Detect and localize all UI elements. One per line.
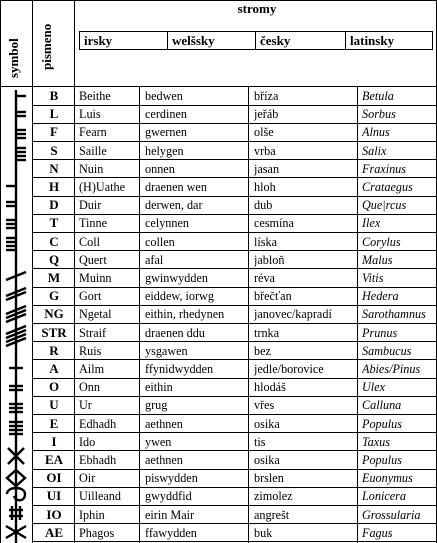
latin-name-cell: Corylus: [362, 234, 401, 249]
table-row: [33, 233, 437, 251]
latin-name-cell: Fraxinus: [362, 161, 407, 176]
table-row: [33, 123, 437, 141]
letter-cell: F: [50, 124, 58, 140]
table-row: [33, 214, 437, 232]
latin-name-cell: Vitis: [362, 271, 384, 285]
welsh-name-cell: draenen wen: [145, 180, 207, 194]
table-row: [33, 142, 437, 160]
letter-cell: R: [49, 342, 59, 358]
czech-name-cell: zimolez: [254, 489, 293, 504]
welsh-name-cell: eirin Mair: [145, 507, 195, 522]
table-row: [33, 287, 437, 305]
irish-name-cell: Onn: [79, 380, 100, 395]
table-row: [33, 342, 437, 360]
letter-cell: C: [49, 233, 59, 249]
letter-cell: D: [49, 197, 59, 213]
latin-name-cell: Lonicera: [362, 489, 407, 504]
latin-name-cell: Que|rcus: [362, 198, 407, 213]
welsh-name-cell: aethnen: [145, 416, 183, 431]
irish-name-cell: Iphin: [79, 507, 105, 522]
letter-cell: AE: [44, 524, 64, 540]
welsh-name-cell: gwernen: [145, 125, 187, 140]
irish-name-cell: Uilleand: [79, 489, 121, 504]
table-row: [33, 105, 437, 123]
welsh-name-cell: celynnen: [145, 216, 189, 231]
row-divider: [33, 541, 437, 542]
ogham-symbols-icon: [0, 90, 33, 543]
letter-cell: A: [49, 361, 59, 376]
latin-name-cell: Taxus: [362, 434, 390, 449]
letter-cell: I: [51, 433, 57, 449]
column-header-latin: latinsky: [350, 33, 395, 48]
letter-cell: OI: [46, 470, 62, 486]
irish-name-cell: Fearn: [79, 125, 107, 140]
irish-name-cell: Quert: [79, 252, 107, 267]
welsh-name-cell: eiddew, iorwg: [145, 289, 214, 304]
latin-name-cell: Salix: [362, 143, 387, 158]
welsh-name-cell: ffawydden: [145, 525, 197, 540]
welsh-name-cell: ywen: [145, 434, 172, 449]
welsh-name-cell: grug: [145, 398, 168, 413]
symbol-header: symbol: [6, 38, 21, 78]
welsh-name-cell: collen: [145, 234, 175, 249]
letter-cell: EA: [44, 452, 64, 467]
irish-name-cell: Ido: [79, 434, 96, 449]
latin-name-cell: Populus: [362, 453, 402, 467]
table-row: [33, 378, 437, 396]
letter-cell: M: [47, 270, 61, 285]
letter-cell: U: [49, 397, 59, 413]
table-border-top: [0, 0, 437, 1]
table-row: [33, 251, 437, 269]
czech-name-cell: osika: [254, 416, 280, 431]
irish-name-cell: Ruis: [79, 343, 102, 358]
latin-name-cell: Crataegus: [362, 180, 413, 194]
czech-name-cell: janovec/kapradí: [254, 307, 332, 322]
czech-name-cell: buk: [254, 525, 273, 540]
letter-cell: O: [48, 379, 60, 395]
irish-name-cell: Ngetal: [79, 307, 112, 322]
czech-name-cell: jasan: [254, 161, 280, 176]
czech-name-cell: vřes: [254, 398, 275, 413]
czech-name-cell: tis: [254, 434, 266, 449]
latin-name-cell: Malus: [362, 252, 393, 267]
irish-name-cell: Straif: [79, 325, 107, 340]
latin-name-cell: Hedera: [362, 289, 399, 304]
irish-name-cell: (H)Uathe: [79, 180, 126, 194]
table-row: [33, 433, 437, 451]
letter-cell: IO: [46, 506, 62, 522]
latin-name-cell: Populus: [362, 416, 402, 431]
czech-name-cell: bez: [254, 343, 271, 358]
letter-cell: UI: [46, 488, 62, 504]
welsh-name-cell: cerdinen: [145, 107, 187, 122]
irish-name-cell: Ur: [79, 398, 92, 413]
irish-name-cell: Ailm: [79, 362, 105, 376]
irish-name-cell: Duir: [79, 198, 102, 213]
table-row: [33, 487, 437, 505]
latin-name-cell: Sambucus: [362, 343, 412, 358]
column-header-welsh: welšsky: [172, 33, 215, 48]
table-row: [33, 87, 437, 105]
letter-cell: G: [48, 288, 60, 304]
irish-name-cell: Gort: [79, 289, 102, 304]
irish-name-cell: Luis: [79, 107, 101, 122]
table-row: [33, 360, 437, 378]
letter-cell: H: [48, 179, 60, 194]
subhead-divider: [255, 31, 256, 50]
irish-name-cell: Coll: [79, 234, 100, 249]
welsh-name-cell: bedwen: [145, 89, 183, 103]
table-row: [33, 196, 437, 214]
czech-name-cell: břečťan: [254, 289, 292, 304]
welsh-name-cell: gwyddfid: [145, 489, 192, 504]
irish-name-cell: Ebhadh: [79, 453, 117, 467]
table-row: [33, 305, 437, 323]
table-row: [33, 160, 437, 178]
latin-name-cell: Fagus: [362, 525, 393, 540]
czech-name-cell: jeřáb: [254, 107, 279, 122]
letter-cell: STR: [41, 324, 67, 340]
latin-name-cell: Abies/Pinus: [362, 362, 421, 376]
irish-name-cell: Oir: [79, 471, 96, 486]
welsh-name-cell: eithin: [145, 380, 173, 395]
czech-name-cell: hlodáš: [254, 380, 286, 395]
welsh-name-cell: eithin, rhedynen: [145, 307, 225, 322]
letter-cell: E: [49, 415, 59, 431]
letter-cell: NG: [44, 306, 64, 322]
table-row: [33, 324, 437, 342]
czech-name-cell: trnka: [254, 325, 280, 340]
czech-name-cell: líska: [254, 234, 278, 249]
latin-name-cell: Sorbus: [362, 107, 396, 122]
subhead-divider: [167, 31, 168, 50]
table-row: [33, 506, 437, 524]
table-row: [33, 451, 437, 469]
latin-name-cell: Ilex: [362, 216, 381, 231]
czech-name-cell: olše: [254, 125, 274, 140]
pismeno-header: pismeno: [39, 23, 54, 70]
welsh-name-cell: draenen ddu: [145, 325, 205, 340]
letter-cell: B: [49, 88, 59, 103]
letter-cell: Q: [48, 251, 60, 267]
welsh-name-cell: onnen: [145, 161, 175, 176]
czech-name-cell: brslen: [254, 471, 284, 486]
table-row: [33, 396, 437, 414]
welsh-name-cell: aethnen: [145, 453, 183, 467]
welsh-name-cell: helygen: [145, 143, 184, 158]
czech-name-cell: vrba: [254, 143, 276, 158]
table-row: [33, 469, 437, 487]
table-row: [33, 524, 437, 542]
latin-name-cell: Prunus: [362, 325, 398, 340]
welsh-name-cell: gwinwydden: [145, 271, 208, 285]
czech-name-cell: dub: [254, 198, 273, 213]
letter-cell: N: [49, 160, 59, 176]
latin-name-cell: Alnus: [362, 125, 390, 140]
czech-name-cell: hloh: [254, 180, 276, 194]
latin-name-cell: Betula: [362, 89, 394, 103]
irish-name-cell: Phagos: [79, 525, 115, 540]
latin-name-cell: Calluna: [362, 398, 402, 413]
welsh-name-cell: piswydden: [145, 471, 198, 486]
czech-name-cell: cesmína: [254, 216, 294, 231]
column-header-czech: česky: [260, 33, 291, 48]
latin-name-cell: Euonymus: [362, 471, 413, 486]
welsh-name-cell: ysgawen: [145, 343, 188, 358]
czech-name-cell: bříza: [254, 89, 279, 103]
irish-name-cell: Edhadh: [79, 416, 117, 431]
stromy-header: stromy: [237, 1, 277, 16]
table-row: [33, 415, 437, 433]
welsh-name-cell: afal: [145, 252, 164, 267]
welsh-name-cell: ffynidwydden: [145, 362, 214, 376]
czech-name-cell: angrešt: [254, 507, 290, 522]
czech-name-cell: réva: [254, 271, 275, 285]
table-row: [33, 269, 437, 287]
letter-cell: S: [50, 142, 58, 158]
letter-cell: L: [49, 106, 59, 122]
letter-cell: T: [49, 215, 59, 231]
latin-name-cell: Grossularia: [362, 507, 421, 522]
irish-name-cell: Beithe: [79, 89, 111, 103]
subhead-divider: [345, 31, 346, 50]
latin-name-cell: Sarothamnus: [362, 307, 426, 322]
czech-name-cell: jedle/borovice: [254, 362, 324, 376]
column-header-irish: irsky: [84, 33, 113, 48]
irish-name-cell: Saille: [79, 143, 107, 158]
czech-name-cell: osika: [254, 453, 280, 467]
irish-name-cell: Muinn: [79, 271, 112, 285]
czech-name-cell: jabloň: [254, 252, 285, 267]
irish-name-cell: Tinne: [79, 216, 107, 231]
welsh-name-cell: derwen, dar: [145, 198, 203, 213]
latin-name-cell: Ulex: [362, 380, 386, 395]
irish-name-cell: Nuin: [79, 161, 104, 176]
table-row: [33, 178, 437, 196]
